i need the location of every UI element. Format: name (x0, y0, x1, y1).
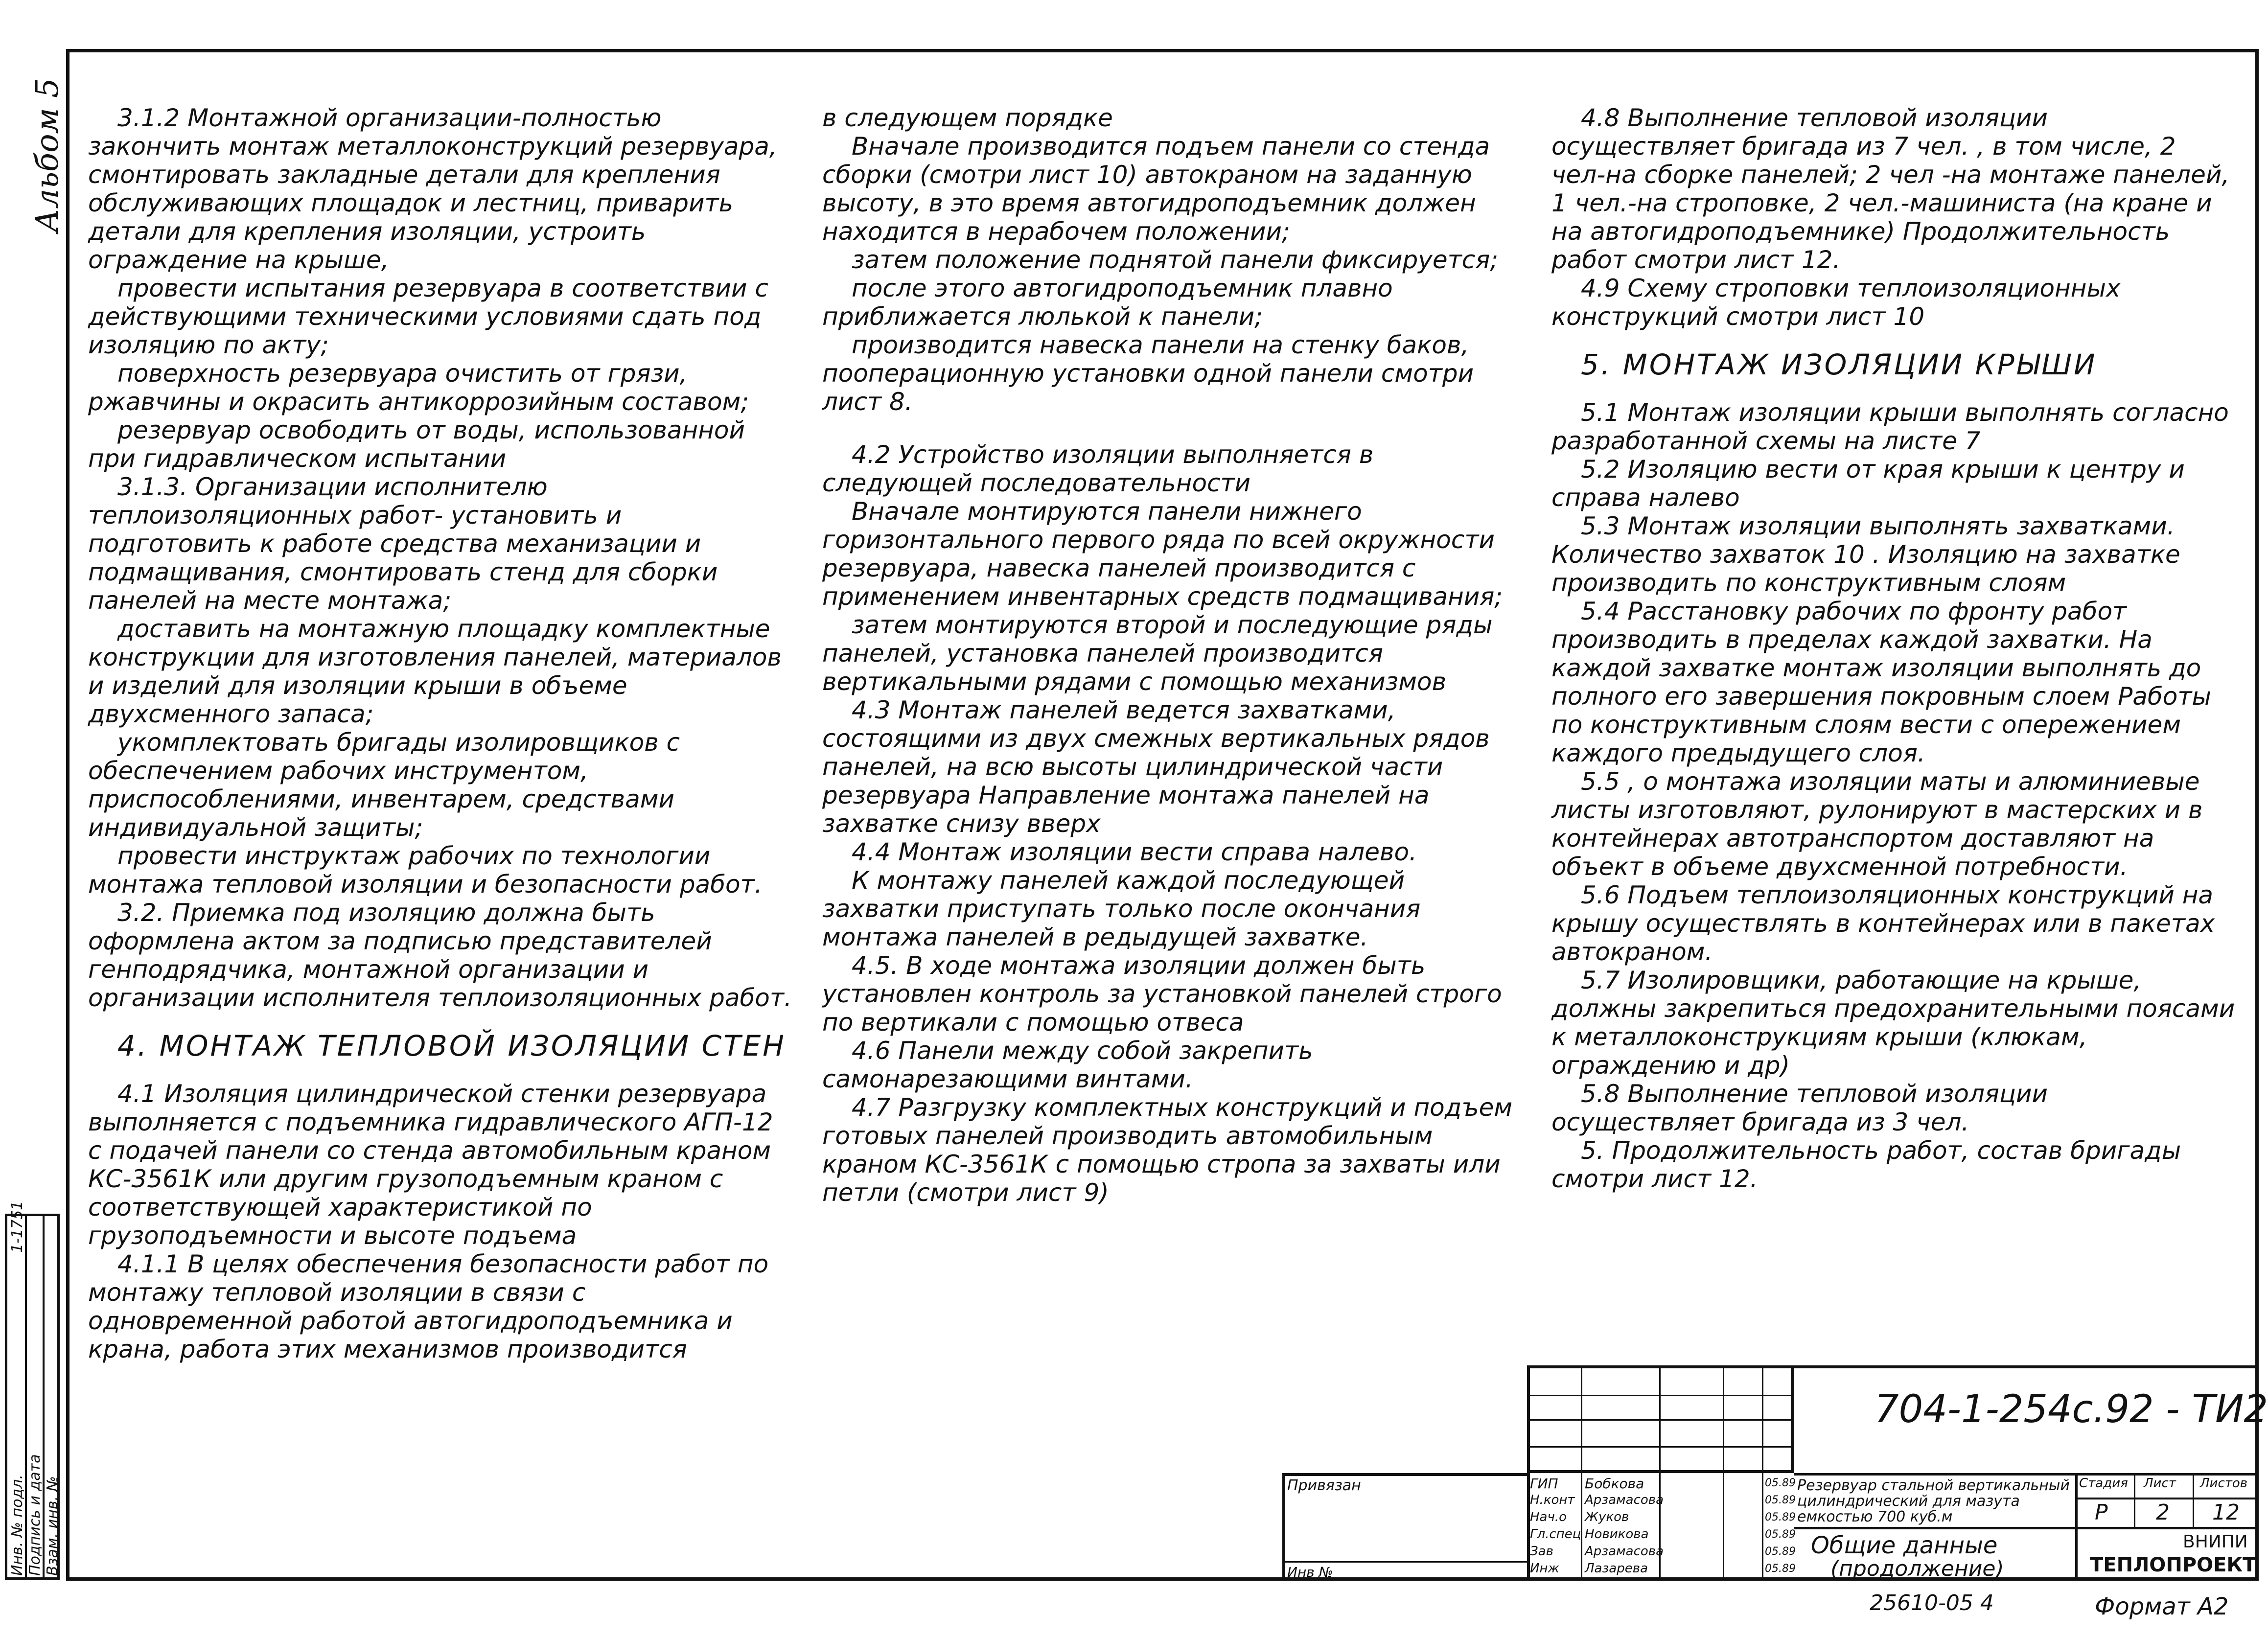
date: 05.89 (1765, 1511, 1796, 1523)
sheets-label: Листов (2200, 1476, 2248, 1491)
paragraph: затем монтируются второй и последующие ряды панелей, установка панелей производится вертикальными рядами с помощью механизмов (822, 611, 1501, 696)
stage-value: Р (2095, 1500, 2108, 1525)
paragraph: после этого автогидроподъемник плавно приближается люлькой к панели; (822, 274, 1401, 331)
name: Лазарева (1585, 1561, 1648, 1576)
paragraph: К монтажу панелей каждой последующей захватки приступать только после окончания монтажа панелей в редыдущей захватке. (822, 866, 1429, 951)
paragraph: 3.2. Приемка под изоляцию должна быть оформлена актом за подписью представителей генподрядчика, монтажной организации и организации исполнителя теплоизоляционных работ. (88, 899, 792, 1012)
paragraph: 5.7 Изолировщики, работающие на крыше, должны закрепиться предохранительными поясами к металлоконструкциям крыши (клюкам, ограждению и др) (1551, 966, 2243, 1080)
paragraph: в следующем порядке (822, 104, 1113, 132)
left-label-replace: Взам. инв. № (44, 1476, 61, 1576)
role: Н.конт (1530, 1493, 1575, 1507)
date: 05.89 (1765, 1545, 1796, 1558)
paragraph: затем положение поднятой панели фиксируется; (852, 246, 1499, 274)
object-name: Резервуар стальной вертикальный цилиндрический для мазута емкостью 700 куб.м (1797, 1477, 2070, 1525)
column-3 (1551, 104, 2243, 1193)
role: Зав (1530, 1544, 1553, 1559)
paragraph: Вначале монтируются панели нижнего горизонтального первого ряда по всей окружности резервуара, навеска панелей производится с применением инвентарных средств подмащивания; (822, 497, 1503, 611)
paragraph: поверхность резервуара очистить от грязи, ржавчины и окрасить антикоррозийным составом; (88, 359, 749, 416)
sheets-value: 12 (2212, 1500, 2240, 1525)
paragraph: провести инструктаж рабочих по технологии монтажа тепловой изоляции и безопасности работ. (88, 842, 763, 899)
privyazan-label: Привязан (1287, 1477, 1361, 1494)
date: 05.89 (1765, 1477, 1796, 1489)
org-name-1: ВНИПИ (2183, 1532, 2248, 1552)
paragraph: 4.2 Устройство изоляции выполняется в следующей последовательности (822, 440, 1382, 497)
paragraph: 4.8 Выполнение тепловой изоляции осуществляет бригада из 7 чел. , в том числе, 2 чел-на сборке панелей; 2 чел -на монтаже панелей, 1 чел.-на строповке, 2 чел.-машиниста (на кране и на автогидроподъемнике) Продолжительность работ смотри лист 12. (1551, 104, 2238, 274)
format-label: Формат А2 (2095, 1593, 2229, 1620)
paragraph: 4.3 Монтаж панелей ведется захватками, состоящими из двух смежных вертикальных рядов панелей, на всю высоты цилиндрической части резервуара Направление монтажа панелей на захватке снизу вверх (822, 696, 1498, 838)
name: Арзамасова (1585, 1493, 1664, 1507)
paragraph: 5.1 Монтаж изоляции крыши выполнять согласно разработанной схемы на листе 7 (1551, 398, 2237, 455)
paragraph: производится навеска панели на стенку баков, пооперационную установки одной панели смотри лист 8. (822, 331, 1481, 416)
date: 05.89 (1765, 1563, 1796, 1575)
org-name-2: ТЕПЛОПРОЕКТ (2090, 1554, 2256, 1576)
paragraph: 4.7 Разгрузку комплектных конструкций и подъем готовых панелей производить автомобильным краном КС-3561К с помощью стропа за захваты или петли (смотри лист 9) (822, 1093, 1521, 1207)
paragraph: доставить на монтажную площадку комплектные конструкции для изготовления панелей, материалов и изделий для изоляции крыши в объеме двухсменного запаса; (88, 615, 789, 728)
sheet-label: Лист (2144, 1476, 2176, 1491)
role: Гл.спец (1530, 1527, 1581, 1542)
paragraph: 3.1.2 Монтажной организации-полностью закончить монтаж металлоконструкций резервуара, смонтировать закладные детали для крепления обслуживающих площадок и лестниц, приварить детали для крепления изоляции, устроить ограждение на крыше, (88, 104, 785, 274)
paragraph: 5.8 Выполнение тепловой изоляции осуществляет бригада из 3 чел. (1551, 1080, 2056, 1136)
document-code: 704-1-254с.92 - ТИ2 (1875, 1387, 2268, 1431)
paragraph: 5.3 Монтаж изоляции выполнять захватками. Количество захваток 10 . Изоляцию на захватке производить по конструктивным слоям (1551, 512, 2188, 597)
sheet-title: Общие данные (1811, 1532, 1998, 1559)
bottom-code: 25610-05 4 (1870, 1591, 1994, 1615)
name: Бобкова (1585, 1476, 1644, 1492)
paragraph: 3.1.3. Организации исполнителю теплоизоляционных работ- установить и подготовить к работе средства механизации и подмащивания, смонтировать стенд для сборки панелей на месте монтажа; (88, 473, 726, 615)
paragraph: 4.6 Панели между собой закрепить самонарезающими винтами. (822, 1037, 1321, 1093)
name: Новикова (1585, 1527, 1649, 1542)
date: 05.89 (1765, 1528, 1796, 1541)
section-heading-4: 4. МОНТАЖ ТЕПЛОВОЙ ИЗОЛЯЦИИ СТЕН (117, 1029, 786, 1062)
paragraph: 4.4 Монтаж изоляции вести справа налево. (852, 838, 1417, 866)
role: Нач.о (1530, 1510, 1567, 1524)
paragraph: 4.9 Схему строповки теплоизоляционных конструкций смотри лист 10 (1551, 274, 2129, 331)
column-2 (822, 104, 1527, 1207)
inv-label: Инв № (1287, 1564, 1333, 1580)
sheet-subtitle: (продолжение) (1830, 1556, 2004, 1581)
paragraph: резервуар освободить от воды, использованной при гидравлическом испытании (88, 416, 753, 473)
paragraph: 4.1 Изоляция цилиндрической стенки резервуара выполняется с подъемника гидравлического АГП-12 с подачей панели со стенда автомобильным краном КС-3561К или другим грузоподъемным краном с соответствующей характеристикой по грузоподъемности и высоте подъема (88, 1080, 781, 1250)
sheet-value: 2 (2156, 1500, 2170, 1525)
paragraph: 4.1.1 В целях обеспечения безопасности работ по монтажу тепловой изоляции в связи с одновременной работой автогидроподъемника и крана, работа этих механизмов производится (88, 1250, 777, 1363)
left-label-inv: Инв. № подл. (9, 1475, 26, 1576)
paragraph: 5. Продолжительность работ, состав бригады смотри лист 12. (1551, 1136, 2189, 1193)
left-label-sign: Подпись и дата (26, 1454, 44, 1576)
paragraph: 5.5 , о монтажа изоляции маты и алюминиевые листы изготовляют, рулонируют в мастерских и в контейнерах автотранспортом доставляют на объект в объеме двухсменной потребности. (1551, 767, 2211, 881)
role: ГИП (1530, 1476, 1558, 1492)
stage-label: Стадия (2079, 1476, 2128, 1491)
paragraph: провести испытания резервуара в соответствии с действующими техническими условиями сдать под изоляцию по акту; (88, 274, 776, 359)
name: Жуков (1585, 1510, 1629, 1524)
paragraph: 5.6 Подъем теплоизоляционных конструкций на крышу осуществлять в контейнерах или в пакетах автокраном. (1551, 881, 2223, 966)
section-heading-5: 5. МОНТАЖ ИЗОЛЯЦИИ КРЫШИ (1581, 348, 2097, 381)
paragraph: Вначале производится подъем панели со стенда сборки (смотри лист 10) автокраном на заданную высоту, в это время автогидроподъемник должен находится в нерабочем положении; (822, 132, 1498, 246)
album-label: Альбом 5 (29, 78, 66, 232)
name: Арзамасова (1585, 1544, 1664, 1559)
column-1 (88, 104, 793, 1363)
date: 05.89 (1765, 1494, 1796, 1506)
paragraph: 5.4 Расстановку рабочих по фронту работ производить в пределах каждой захватки. На каждой захватке монтаж изоляции выполнять до полного его завершения покровным слоем Работы по конструктивным слоям вести с опережением каждого предыдущего слоя. (1551, 597, 2219, 767)
paragraph: 5.2 Изоляцию вести от края крыши к центру и справа налево (1551, 455, 2193, 512)
paragraph: 4.5. В ходе монтажа изоляции должен быть установлен контроль за установкой панелей строго по вертикали с помощью отвеса (822, 951, 1510, 1037)
paragraph: укомплектовать бригады изолировщиков с обеспечением рабочих инструментом, приспособлениями, инвентарем, средствами индивидуальной защиты; (88, 728, 688, 842)
role: Инж (1530, 1561, 1559, 1576)
left-code: 1-1751 (9, 1200, 26, 1253)
